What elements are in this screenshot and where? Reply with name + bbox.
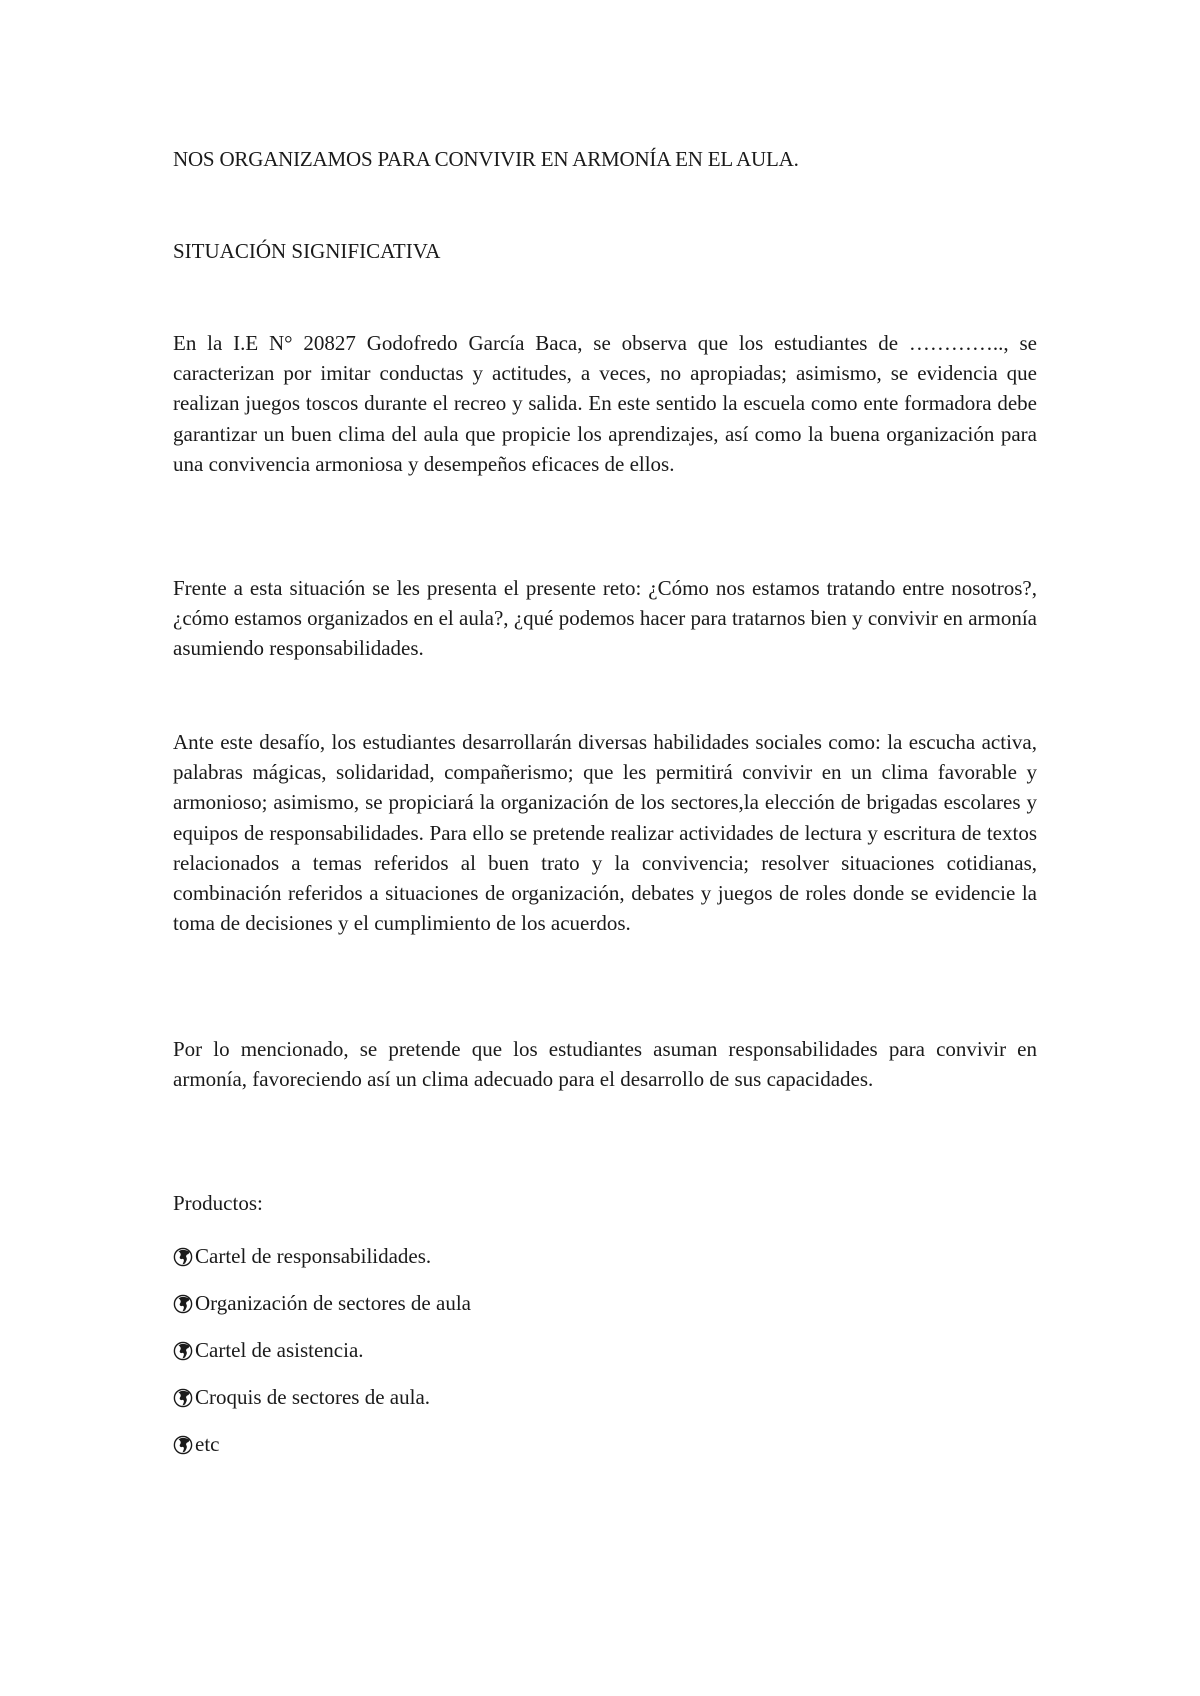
list-item (173, 1374, 471, 1421)
product-label: Cartel de asistencia. (195, 1338, 364, 1362)
product-label: Organización de sectores de aula (195, 1291, 471, 1315)
globe-icon (173, 1341, 193, 1361)
globe-icon (173, 1388, 193, 1408)
document-title: NOS ORGANIZAMOS PARA CONVIVIR EN ARMONÍA EN EL AULA. (173, 147, 799, 171)
product-label: etc (195, 1432, 220, 1456)
list-item (173, 1421, 471, 1468)
product-label: Cartel de responsabilidades. (195, 1244, 432, 1268)
list-item (173, 1327, 471, 1374)
list-item (173, 1280, 471, 1327)
list-item (173, 1233, 471, 1280)
paragraph-challenge: Frente a esta situación se les presenta el presente reto: ¿Cómo nos estamos tratando entre nosotros?, ¿cómo estamos organizados en el aula?, ¿qué podemos hacer para tratarnos bien y convivir en armonía asumiendo responsabilidades. (173, 576, 1037, 661)
globe-icon (173, 1294, 193, 1314)
product-label: Croquis de sectores de aula. (195, 1385, 431, 1409)
paragraph-conclusion: Por lo mencionado, se pretende que los estudiantes asuman responsabilidades para convivir en armonía, favoreciendo así un clima adecuado para el desarrollo de sus capacidades. (173, 1037, 1037, 1092)
paragraph-activities: Ante este desafío, los estudiantes desarrollarán diversas habilidades sociales como: la escucha activa, palabras mágicas, solidaridad, compañerismo; que les permitirá convivir en un clima favorable y armonioso; asimismo, se propiciará la organización de los sectores,la elección de brigadas escolares y equipos de responsabilidades. Para ello se pretende realizar actividades de lectura y escritura de textos relacionados a temas referidos al buen trato y la convivencia; resolver situaciones cotidianas, combinación referidos a situaciones de organización, debates y juegos de roles donde se evidencie la toma de decisiones y el cumplimiento de los acuerdos. (173, 730, 1037, 936)
globe-icon (173, 1435, 193, 1455)
globe-icon (173, 1247, 193, 1267)
paragraph-situation: En la I.E N° 20827 Godofredo García Baca, se observa que los estudiantes de ………….., se caracterizan por imitar conductas y actitudes, a veces, no apropiadas; asimismo, se evidencia que realizan juegos toscos durante el recreo y salida. En este sentido la escuela como ente formadora debe garantizar un buen clima del aula que propicie los aprendizajes, así como la buena organización para una convivencia armoniosa y desempeños eficaces de ellos. (173, 331, 1037, 476)
products-label: Productos: (173, 1191, 263, 1215)
section-heading: SITUACIÓN SIGNIFICATIVA (173, 239, 441, 263)
product-list (173, 1233, 471, 1468)
